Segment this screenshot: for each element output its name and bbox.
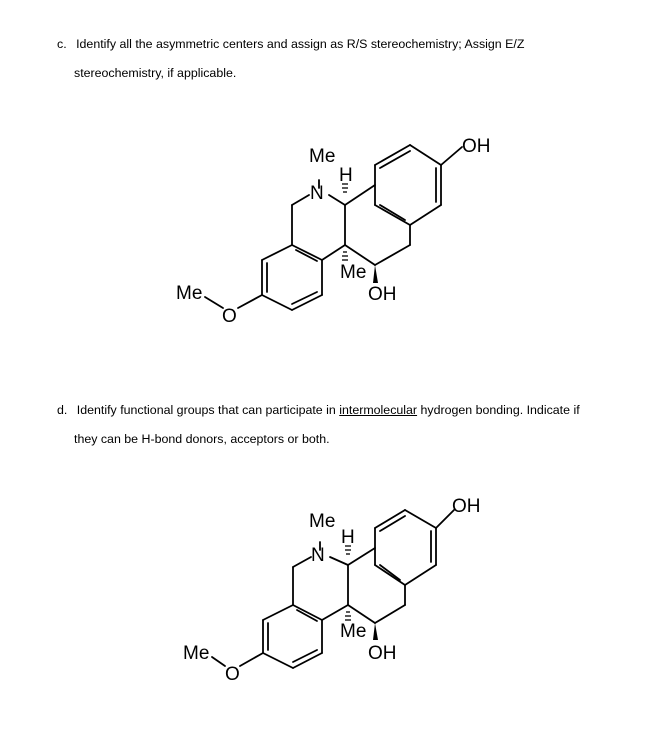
question-d-text-pre: Identify functional groups that can participate in <box>76 403 340 417</box>
question-c-label: c. <box>57 37 67 51</box>
ring-methyl-label: Me <box>340 262 367 283</box>
ring-methyl-label: Me <box>340 621 367 642</box>
n-methyl-label: Me <box>309 511 336 532</box>
ring-hydroxyl-label: OH <box>368 284 397 305</box>
hydrogen-label: H <box>341 527 355 548</box>
question-d-text-line2: they can be H-bond donors, acceptors or both. <box>74 432 330 446</box>
methoxy-oxygen-label: O <box>225 664 240 685</box>
question-c-text-line2: stereochemistry, if applicable. <box>74 66 237 80</box>
question-c-text-line1: Identify all the asymmetric centers and assign as R/S stereochemistry; Assign E/Z <box>76 37 525 51</box>
question-d-underlined-word: intermolecular <box>339 403 418 417</box>
question-d-text-post: hydrogen bonding. Indicate if <box>417 403 580 417</box>
hydrogen-label: H <box>339 165 353 186</box>
nitrogen-label: N <box>311 545 325 566</box>
question-d-label: d. <box>57 403 68 417</box>
aromatic-hydroxyl-label: OH <box>452 496 481 517</box>
methoxy-methyl-label: Me <box>183 643 210 664</box>
molecule-structure-d <box>0 360 668 743</box>
methoxy-methyl-label: Me <box>176 283 203 304</box>
aromatic-hydroxyl-label: OH <box>462 136 491 157</box>
molecule-structure-c <box>0 0 668 360</box>
n-methyl-label: Me <box>309 146 336 167</box>
ring-hydroxyl-label: OH <box>368 643 397 664</box>
nitrogen-label: N <box>310 183 324 204</box>
methoxy-oxygen-label: O <box>222 306 237 327</box>
